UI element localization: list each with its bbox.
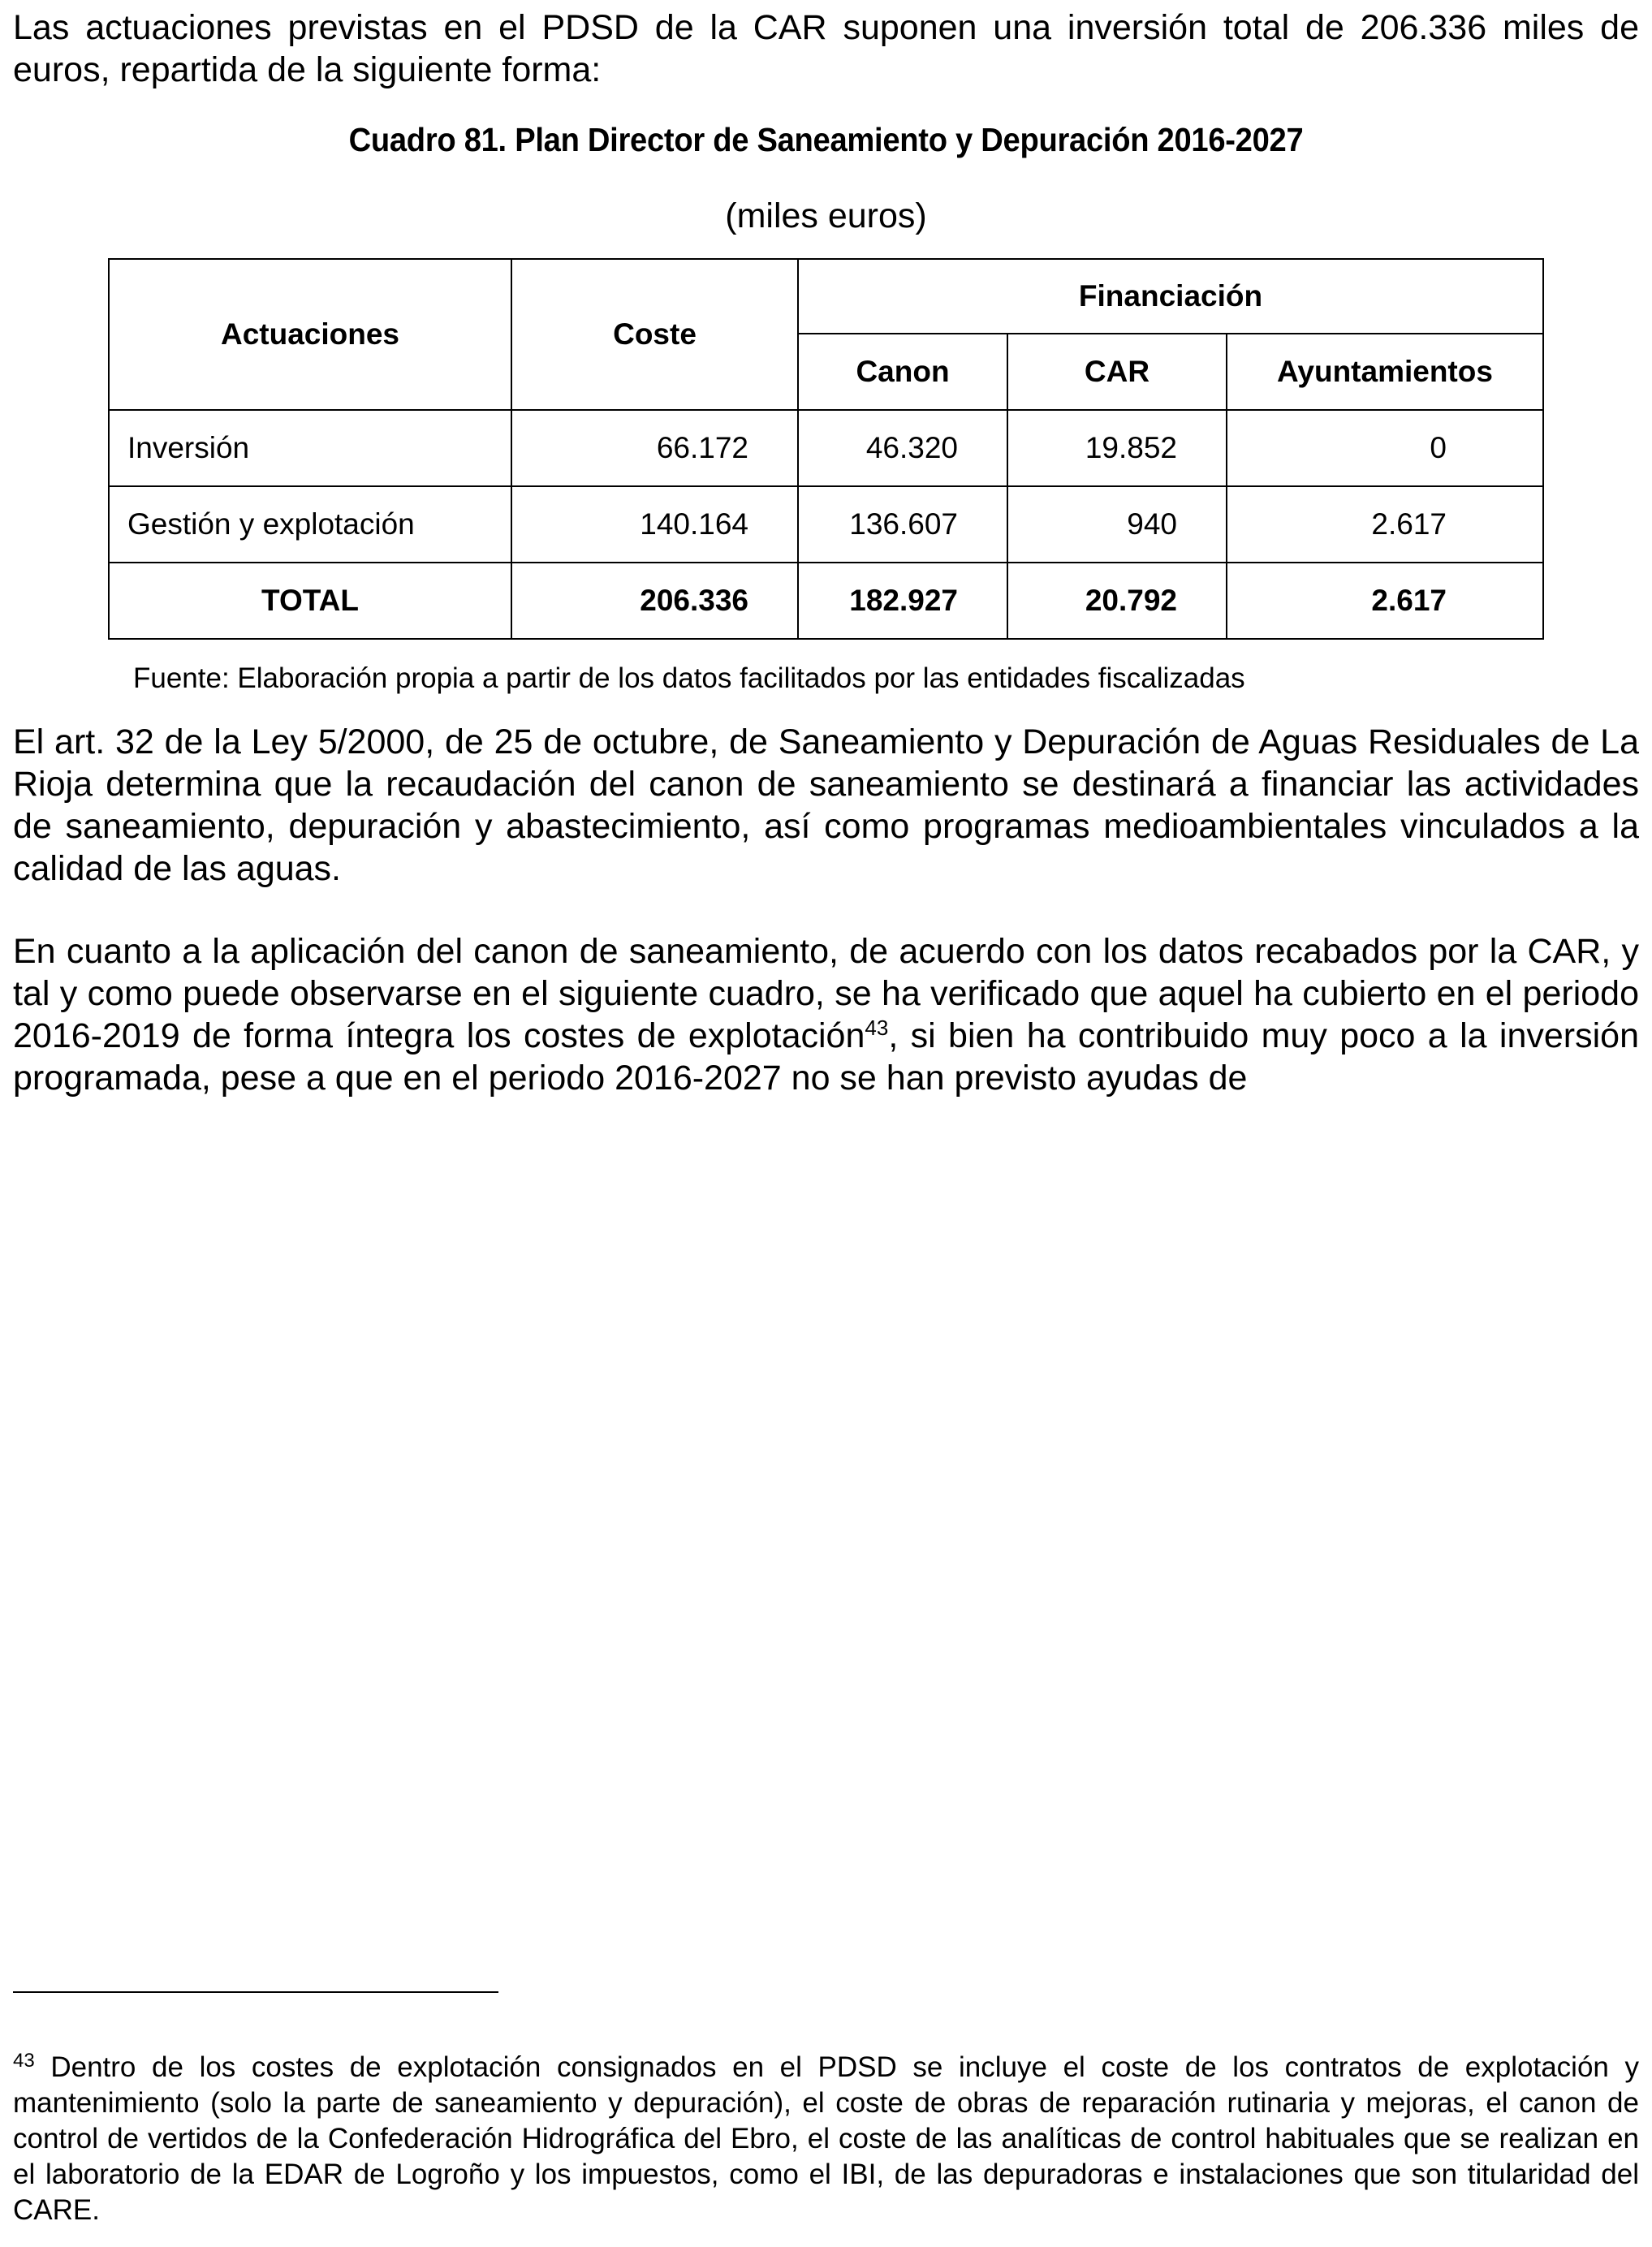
table-unit: (miles euros) bbox=[725, 196, 927, 235]
footnote-text: Dentro de los costes de explotación consignados en el PDSD se incluye el coste de los contratos de explotación y mantenimiento (solo la parte de saneamiento y depuración), el coste de obras de reparación rutinaria y mejoras, el canon de control de vertidos de la Confederación Hidrográfica del Ebro, el coste de las analíticas de control habituales que se realizan en el laboratorio de la EDAR de Logroño y los impuestos, como el IBI, de las depuradoras e instalaciones que son titularidad del CARE. bbox=[13, 2051, 1639, 2226]
total-canon: 182.927 bbox=[798, 563, 1007, 639]
header-actuaciones: Actuaciones bbox=[109, 259, 511, 410]
cell-canon: 136.607 bbox=[798, 486, 1007, 563]
cell-car: 940 bbox=[1007, 486, 1227, 563]
header-car: CAR bbox=[1007, 334, 1227, 410]
header-ayuntamientos: Ayuntamientos bbox=[1227, 334, 1543, 410]
table-total-row bbox=[109, 563, 1543, 639]
header-canon: Canon bbox=[798, 334, 1007, 410]
footnote bbox=[13, 2050, 1639, 2228]
cell-car: 19.852 bbox=[1007, 410, 1227, 486]
paragraph-canon-law: El art. 32 de la Ley 5/2000, de 25 de octubre, de Saneamiento y Depuración de Aguas Residuales de La Rioja determina que la recaudación del canon de saneamiento se destinará a financiar las actividades de saneamiento, depuración y abastecimiento, así como programas medioambientales vinculados a la calidad de las aguas. bbox=[13, 722, 1639, 888]
total-label: TOTAL bbox=[109, 563, 511, 639]
total-car: 20.792 bbox=[1007, 563, 1227, 639]
financing-table bbox=[108, 258, 1544, 640]
table-source-note: Fuente: Elaboración propia a partir de los datos facilitados por las entidades fiscalizadas bbox=[133, 662, 1245, 694]
table-row bbox=[109, 410, 1543, 486]
document-page bbox=[13, 6, 1639, 1099]
header-coste: Coste bbox=[511, 259, 798, 410]
paragraph-text-after: , si bien ha contribuido muy poco a la inversión programada, pese a que en el periodo 2016-2027 no se han previsto ayudas de bbox=[13, 1016, 1639, 1098]
paragraph-canon-application bbox=[13, 930, 1639, 1099]
header-financiacion: Financiación bbox=[798, 259, 1543, 334]
table-title: Cuadro 81. Plan Director de Saneamiento y Depuración 2016-2027 bbox=[348, 121, 1304, 158]
total-coste: 206.336 bbox=[511, 563, 798, 639]
paragraph-text-before: En cuanto a la aplicación del canon de saneamiento, de acuerdo con los datos recabados por la CAR, y tal y como puede observarse en el siguiente cuadro, se ha verificado que aquel ha cubierto en el periodo 2016-2019 de forma íntegra los costes de explotación bbox=[13, 932, 1639, 1055]
footnote-marker: 43 bbox=[13, 2050, 35, 2072]
cell-coste: 66.172 bbox=[511, 410, 798, 486]
row-label: Gestión y explotación bbox=[109, 486, 511, 563]
cell-coste: 140.164 bbox=[511, 486, 798, 563]
footnote-reference[interactable]: 43 bbox=[865, 1016, 889, 1040]
intro-paragraph: Las actuaciones previstas en el PDSD de la CAR suponen una inversión total de 206.336 miles de euros, repartida de la siguiente forma: bbox=[13, 8, 1639, 89]
total-ayuntamientos: 2.617 bbox=[1227, 563, 1543, 639]
cell-canon: 46.320 bbox=[798, 410, 1007, 486]
cell-ayuntamientos: 0 bbox=[1227, 410, 1543, 486]
row-label: Inversión bbox=[109, 410, 511, 486]
cell-ayuntamientos: 2.617 bbox=[1227, 486, 1543, 563]
table-row bbox=[109, 486, 1543, 563]
footnote-separator bbox=[13, 1991, 498, 1993]
